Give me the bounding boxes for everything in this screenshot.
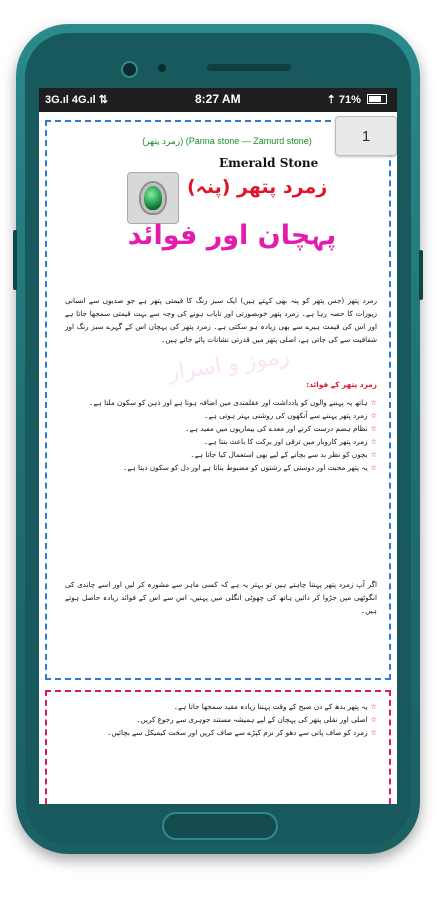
- star-icon: ☆: [370, 702, 377, 711]
- list-item: ☆نظام ہضم درست کرنے اور معدے کی بیماریوں میں مفید ہے۔: [185, 424, 377, 433]
- list-item: ☆زمرد پتھر کاروبار میں ترقی اور برکت کا باعث بنتا ہے۔: [203, 437, 377, 446]
- list-item: ☆ہاتھ پہ پہننے والوں کو یادداشت اور عقلمندی میں اضافہ ہوتا ہے اور ذہن کو سکون ملتا ہے۔: [89, 398, 377, 407]
- list-item: ☆یہ پتھر بدھ کے دن صبح کے وقت پہننا زیادہ مفید سمجھا جاتا ہے۔: [173, 702, 377, 711]
- article-frame: [45, 120, 391, 680]
- emerald-gem-icon: [141, 183, 165, 213]
- list-item: ☆یہ پتھر محبت اور دوستی کے رشتوں کو مضبوط بناتا ہے اور دل کو سکون دیتا ہے۔: [123, 463, 377, 472]
- battery-icon: [367, 94, 387, 104]
- star-icon: ☆: [370, 398, 377, 407]
- home-button[interactable]: [162, 812, 278, 840]
- page-number-button[interactable]: 1: [335, 116, 397, 156]
- benefits-heading: زمرد پتھر کے فوائد:: [306, 380, 377, 389]
- power-button: [419, 250, 423, 300]
- proximity-sensor: [158, 64, 166, 72]
- urdu-stone-name: زمرد پتھر (پنہ): [187, 176, 328, 198]
- earpiece-speaker: [207, 64, 291, 71]
- star-icon: ☆: [370, 424, 377, 433]
- benefits-list: [65, 396, 377, 474]
- article-page[interactable]: [39, 112, 397, 804]
- star-icon: ☆: [370, 437, 377, 446]
- list-item: ☆زمرد پتھر پہننے سے آنکھوں کی روشنی بہتر ہوتی ہے۔: [204, 411, 377, 420]
- emerald-ring-image: [127, 172, 179, 224]
- front-camera: [121, 61, 138, 78]
- notes-frame: [45, 690, 391, 804]
- wifi-icon: ⇡: [326, 94, 336, 106]
- list-item: ☆اصلی اور نقلی پتھر کی پہچان کے لیے ہمیشہ مستند جوہری سے رجوع کریں۔: [136, 715, 377, 724]
- phone-screen: [39, 88, 397, 804]
- star-icon: ☆: [370, 463, 377, 472]
- urdu-heading: پہچان اور فوائد: [127, 220, 337, 251]
- notes-list: [57, 700, 377, 739]
- stone-caption: (زمرد پتھر) (Panna stone — Zamurd stone): [142, 136, 312, 146]
- star-icon: ☆: [370, 450, 377, 459]
- star-icon: ☆: [370, 411, 377, 420]
- list-item: ☆زمرد کو صاف پانی سے دھو کر نرم کپڑے سے صاف کریں اور سخت کیمیکل سے بچائیں۔: [107, 728, 377, 737]
- volume-button: [13, 230, 17, 290]
- list-item: ☆بچوں کو نظر بد سے بچانے کے لیے بھی استعمال کیا جاتا ہے۔: [190, 450, 377, 459]
- intro-paragraph: زمرد پتھر (جس پتھر کو پنہ بھی کہتے ہیں) ایک سبز رنگ کا قیمتی پتھر ہے جو صدیوں سے انسانی زیورات کا حصہ رہا ہے۔ زمرد پتھر خوبصورتی اور نایاب ہونے کی وجہ سے بہت قیمتی سمجھا جاتا ہے اور اس کی قیمت ہیرے سے بھی زیادہ ہو سکتی ہے۔ زمرد پتھر کی پہچان اس کے گہرے سبز رنگ اور شفافیت سے کی جاتی ہے، اصلی پتھر میں قدرتی نشانات پائے جاتے ہیں۔: [65, 296, 377, 344]
- status-time: 8:27 AM: [195, 92, 241, 106]
- star-icon: ☆: [370, 715, 377, 724]
- english-title: Emerald Stone: [219, 156, 319, 170]
- battery-percent: 71%: [338, 94, 361, 106]
- star-icon: ☆: [370, 728, 377, 737]
- closing-paragraph: اگر آپ زمرد پتھر پہننا چاہتے ہیں تو بہتر یہ ہے کہ کسی ماہر سے مشورہ کر لیں اور اسے چاندی کی انگوٹھی میں جڑوا کر دائیں ہاتھ کی چھوٹی انگلی میں پہنیں، اس سے اس کے فوائد زیادہ حاصل ہوتے ہیں۔: [65, 580, 377, 615]
- status-bar: [39, 88, 397, 112]
- battery-indicator: [327, 93, 387, 106]
- network-signal: 3G.ıl 4G.ıl ⇅: [45, 94, 109, 106]
- watermark: رموز و اسرار: [166, 343, 292, 386]
